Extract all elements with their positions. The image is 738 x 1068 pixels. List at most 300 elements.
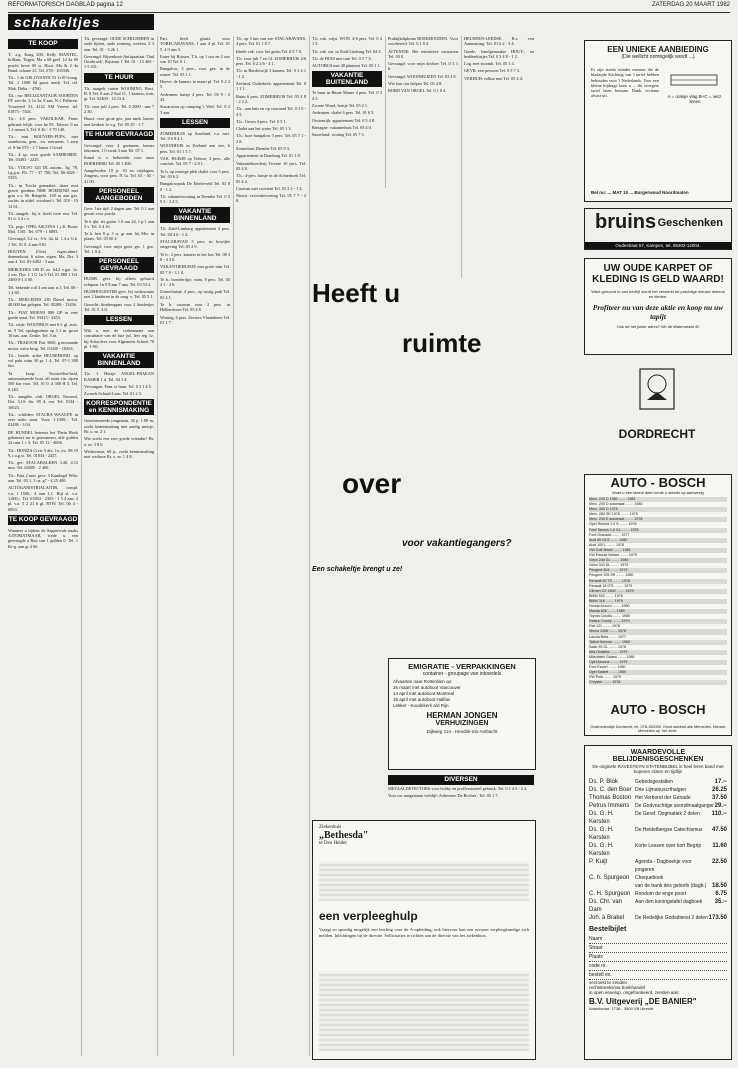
classified-ad: Gezocht: kinderoppas voor 2 kindertjes Tel. 01 5. 4 0. bbox=[84, 301, 154, 312]
car-listing-row: Honda Accord ........ 1980 bbox=[589, 603, 630, 608]
classified-ad: Gevr. 1ste tijd: 2 dagen aan. Tel. 0 1 aan gerust voor pracht. bbox=[84, 205, 154, 217]
classified-ad: VAKANTIEHUISJE met grote tuin Tel. 05 7 8 - 3 1 8. bbox=[160, 264, 230, 275]
classified-ad: Te h. caravan voor 2 pers. in Hellendoorn Tel. 05 4 8. bbox=[160, 301, 230, 313]
classified-ad: BORD VAN ORGEL Tel. 0 1 8 4. bbox=[388, 88, 447, 94]
section-correspondentie: KORRESPONDENTIE en KENNISMAKING bbox=[84, 399, 154, 415]
book-title: Het Verbond der Genade bbox=[635, 795, 691, 801]
classified-ad: Te h.: 2 pers. kamers in het bos Tel. 08 3 8 - 4 3 0. bbox=[160, 251, 230, 262]
classified-ad: Gevraagd: 3.2 vr., 6 b. 4a, kl. 1.4 a G.b. 1 Tel. 01 0. 4 aan 0.81. bbox=[8, 236, 78, 247]
bruins-logo: bruins bbox=[595, 211, 657, 233]
classified-ad: AUTOGANISTRIALAITIR, compl. v.a. f 1500,- 4 aan 1,1. Rijl sl. v.a. 1,600,-. Tel. 01854 - 2303 - 1 5 4 aan. 2 pl. v.a. 5 2 21 6 gl. BTW. Tel. 06 4 - 0003. bbox=[8, 485, 78, 512]
emigratie-line: Afvaarten naar Rotterdam op: bbox=[393, 679, 453, 684]
car-listing-row: Volvo 343 DL ........ 1979 bbox=[589, 563, 629, 568]
header-right: ZATERDAG 20 MAART 1982 bbox=[651, 2, 730, 8]
car-listing-row: Volvo 244 GL ........ 1980 bbox=[589, 558, 727, 563]
book-price: 173.50 bbox=[708, 915, 727, 921]
col6-ads-2 bbox=[388, 74, 458, 94]
classified-ad: VAK. HUISJE op Veluwe, 4 pers., alle comfort. Tel. 05 7 - 2 8 1. bbox=[160, 156, 230, 167]
classified-ad: Enter bij Rijssen. T.h. op 1 uur en 2 uur van 10 Tel. 0 1. bbox=[160, 53, 230, 65]
classified-ad: T.h. vak. vrijst. WON. 4-6 pers. Tel. 0 4 1 3. bbox=[312, 36, 382, 47]
classified-ad: Zweeds Schaal-4 aan. Tel. 01 2 3. bbox=[84, 391, 142, 397]
emigratie-line: 15 april met autoboot Halifax bbox=[393, 697, 451, 702]
classified-ad: T.h. op 5 km van zee STACARAVANS, 4 pers. Tel. 01 1 8 7. bbox=[236, 36, 306, 47]
classified-ad: Wanneer u tijdens de Sapperwals naaks AJTOMATMAAR, trede u een gevraagde a Ron van 1 gulden 0. Tel. 1 Kr-g. aan gr 4 60. bbox=[8, 527, 78, 549]
autobosch-sub: Moet u een kleine deel ronde u steeds op aanwezig bbox=[612, 490, 704, 495]
book-title: De Heidelbergse Catechismus bbox=[635, 827, 703, 833]
emigratie-ad bbox=[388, 658, 536, 770]
book-price: 11.60 bbox=[712, 843, 727, 849]
classified-ad: Ta koop: Voortreflen-heid, automatiseerde boot, a0 ruim vin. rijsen 500 bar voor. Tel. 01 0. 4 300 H 5. Tel. 0.140. bbox=[8, 370, 78, 392]
car-listing-row: Talbot Horizon ........ 1980 bbox=[589, 640, 727, 645]
classified-ad: Zeeland, Ouderkerk: appartement Tel. 0 1 1 1. bbox=[236, 81, 306, 92]
book-row bbox=[589, 914, 727, 922]
col4-ads-1 bbox=[236, 36, 306, 104]
classified-ad: T.k. aangeb. ruime WOONING, Rust. B. 8 Tel. 0 aan 2 0ud 11, 1 kamers, tuin, gr. Tel. 02400 - 14 23 4. bbox=[84, 85, 154, 102]
book-price: 29.-- bbox=[714, 803, 727, 809]
bethesda-sub: te Den Helder bbox=[319, 841, 348, 846]
car-listing-row: Merc. 200 D automaat ........ 1980 bbox=[589, 502, 643, 507]
column-6 bbox=[388, 36, 458, 271]
classified-ad: T.k.: Fant 2 mm. gevr: 3 Kandegel Wibr. aan. Tel. 03 1. 5 ca. g7 - 4 25 400. bbox=[8, 472, 78, 484]
book-row bbox=[589, 842, 727, 858]
section-te-koop: TE KOOP bbox=[8, 39, 78, 49]
classified-ad: Vervangen. Fam. te huur. Tel. 0 3 1 4 5. bbox=[84, 383, 152, 389]
car-listing-row: Audi 80 GLS ........ 1980 bbox=[589, 538, 727, 543]
classified-ad: T.k.: 4 sp. voor goede SAMBORDE. Tel. 03403 - 2225. bbox=[8, 152, 78, 163]
classified-ad: GEVR. een persoon Tel. 0 5 7 3. bbox=[464, 68, 520, 74]
form-field[interactable]: Straat bbox=[589, 944, 727, 953]
form-field[interactable]: Plaats bbox=[589, 953, 727, 962]
classified-ad: T.h. vak. wn. in Zuid-Limburg Tel. 04 3. bbox=[312, 48, 382, 54]
aanbieding-body: Er zijn steeds minder mensen die de bladzijde Stichting van 't tarief hebben behouden voor 't Nederlands. Voor een kleine bijdrage kunt u ... dit vroegere tarief laten bestaan. Dank, reclame alvast uit. bbox=[591, 67, 659, 99]
classified-ad: Wilt u met de verkennaste aan consultatie van de luie juf, leer reg 1z. bij Schoolver voor Algemeen School 70 pl. 1-80. bbox=[84, 328, 154, 349]
book-price: 37.50 bbox=[711, 795, 727, 801]
classified-ad: T.h. voor juli 2 pers. Tel. 0 2000 - aan 7 2 30. bbox=[84, 103, 154, 114]
classified-ad: T.k.: TRAKTOR Fiat 3600, g.moraande motor, extra brug. Tel. 03430 - 18263. bbox=[8, 340, 78, 351]
classified-ad: T.k.: in Trecht gemaakte, daarr mot gravrt goedmn NRR HOEDEND met gras o.v. Rr Rengelrt. 100 m aan gas. zachts. in afdel. voorland t. Tel. 010 - 15 12 61. bbox=[8, 182, 78, 209]
classified-ad: T.h. in Harderwijk 3 kamers Tel. 0 3 4 1 - 1 2. bbox=[236, 68, 306, 79]
column-7 bbox=[464, 36, 534, 271]
emigratie-line: Lekker - Koudekerk a/d Rijn bbox=[393, 703, 449, 708]
classified-ad: Zwarte Woud, huisje Tel. 05 2 1. bbox=[312, 103, 369, 109]
book-row bbox=[589, 810, 727, 826]
waardevolle-title: WAARDEVOLLE BELIJDENISGESCHENKEN bbox=[612, 749, 704, 763]
book-row bbox=[589, 802, 727, 810]
col4-ads-3 bbox=[236, 146, 306, 171]
book-row bbox=[589, 826, 727, 842]
book-author: Ds. Chr. van Dam bbox=[589, 899, 623, 913]
emigratie-address: Dijkweg 114 - Hendrik-Ido-Ambacht bbox=[426, 729, 498, 734]
aanbieding-title: EEN UNIEKE AANBIEDING bbox=[607, 45, 709, 54]
col3-ads-1 bbox=[160, 36, 230, 115]
book-price: 17.-- bbox=[714, 779, 727, 785]
bethesda-title: een verpleeghulp bbox=[319, 909, 418, 923]
autobosch-list bbox=[585, 497, 731, 685]
book-price: 22.50 bbox=[711, 859, 727, 865]
book-title: De Geref. Dogmatiek 2 delen bbox=[635, 811, 700, 817]
bethesda-top: Ziekenhuis bbox=[319, 825, 342, 830]
book-author: Ds. C. den Boer bbox=[589, 787, 632, 793]
classified-ad: Te h.: boerderijtje, ruim, 8 pers. Tel. 05 4 1 - 2 6. bbox=[160, 276, 230, 288]
book-title: van de bank des geloofs (dagb.) bbox=[635, 883, 707, 889]
heeft-u-text: Heeft u bbox=[312, 278, 401, 308]
ruimte-text: ruimte bbox=[402, 328, 482, 358]
classified-ad: ATTENTIE: Het intensieve cursussen Tel. 03 0. bbox=[388, 48, 458, 59]
classified-ad: Stacaravan op camping 't Veld. Tel. 0 2 3 aan. bbox=[160, 104, 230, 115]
bruins-ad bbox=[584, 208, 732, 250]
classified-ad: Kanal ir. v. beheerder voor onze BOERDERIJ Tel. 05 1 400. bbox=[84, 155, 154, 166]
emigratie-company: HERMAN JONGEN bbox=[426, 711, 498, 720]
book-title: Agenda - Dagboekje voor jongeren bbox=[635, 859, 692, 873]
bethesda-text-block bbox=[319, 861, 529, 901]
car-listing-row: Peugeot 305 SR ........ 1980 bbox=[589, 573, 634, 578]
book-row bbox=[589, 898, 727, 914]
column-4 bbox=[236, 36, 306, 1056]
car-listing-row: Merc. 230 E automaat ........ 1978 bbox=[589, 517, 727, 522]
car-listing-row: Opel Kadett ........ 1980 bbox=[589, 670, 727, 675]
classified-ad: Part. heeft glaats voor TORECARAVANS, 1 aan 4 pl. Tel. 01 5. 4 0 aan 3. bbox=[160, 36, 230, 52]
book-author: Joh. à Brakel bbox=[589, 915, 625, 921]
classified-ad: Gevraagd: voor mijn grote ger. 1 gez. Tel. 1 0 4. bbox=[84, 243, 154, 255]
book-author bbox=[589, 882, 635, 890]
car-listing-row: Merc. 240 D 1980 ........ 1981 bbox=[589, 497, 727, 502]
form-field[interactable]: code nr. bbox=[589, 962, 727, 971]
bethesda-text-block-2 bbox=[319, 971, 529, 1051]
col3-ads-2 bbox=[160, 131, 230, 205]
car-listing-row: Datsun Sunny ........ 1979 bbox=[589, 619, 727, 624]
heeft-ruimte-ad bbox=[312, 278, 534, 578]
auto-bosch-ad bbox=[584, 474, 732, 736]
car-listing-row: Simca 1308 ........ 1978 bbox=[589, 629, 727, 634]
column-rule bbox=[81, 36, 82, 1056]
classified-ad: Ardennen: huisje 4 pers. Tel. 05 9 - 2 43. bbox=[160, 91, 230, 102]
form-field[interactable]: Naam bbox=[589, 935, 727, 944]
autobosch-title: AUTO - BOSCH bbox=[610, 475, 706, 490]
car-listing-row: Ford Escort ........ 1980 bbox=[589, 665, 626, 670]
car-listing-row: Merc. 300 D 1979 bbox=[589, 507, 727, 512]
classified-ad: T.k.: schilders STACRA-WAAUFE in zeer nette staat. Voor: 1.1000,-. Tel. 02486 - 3 04. bbox=[8, 411, 78, 428]
book-author: Ds. G. H. Kersten bbox=[589, 827, 614, 841]
emigratie-line: 26 maart met autoboot Vancouver bbox=[393, 685, 461, 690]
column-rule bbox=[157, 36, 158, 1056]
schakeltjes-title: schakeltjes bbox=[8, 14, 154, 30]
classified-ad: Gevraagd: voor mijn dochter Tel. 0 5 1 6. bbox=[388, 61, 458, 72]
col4-ads-2 bbox=[236, 106, 306, 144]
book-row bbox=[589, 778, 727, 786]
classified-ad: ZOMERHUIS op Ameland, v.a. mei. Tel. 0 6 8 4 1. bbox=[160, 130, 230, 142]
classified-ad: Gevraagd: Rijsenhout-Antiquariaat 'Oud Oostbroek', Bijstraat 1 Tel. 01 - 13 463 - 1 5 431. bbox=[84, 53, 154, 70]
classified-ad: HUISHOUDSTER gevr. bij weduwnaar met 2 kinderen in de omg. v. Tel. 05 5 1. bbox=[84, 288, 154, 300]
car-listing-row: Citroen CX 2400 ........ 1979 bbox=[589, 589, 727, 594]
classified-ad: T.k.: FIAT MOFAN 800 GP in zeer goede staat. Tel. 03415 - 2453. bbox=[8, 309, 78, 321]
car-listing-row: Fiat 131 ........ 1978 bbox=[589, 624, 620, 629]
karpet-small: Want gehoord in ons bedrijf wordt het verwerkt tot prachtige nieuwe dekens en kleden. bbox=[591, 289, 725, 299]
car-listing-row: BMW 316 ........ 1979 bbox=[589, 599, 727, 604]
classified-ad: VERHUIS volkse met Tel. 05 4 4. bbox=[464, 75, 523, 81]
book-row bbox=[589, 874, 727, 882]
col2-ads-3 bbox=[84, 143, 154, 184]
classified-ad: T.h.: luxe bungalow 5 pers. Tel. 05 7 1 - 2 8. bbox=[236, 133, 306, 144]
classified-ad: Tel. bekende roll 4 om aan. n.1. Tel. 08 - 1 4 60. bbox=[8, 284, 78, 295]
book-row bbox=[589, 858, 727, 874]
bestelbijlet-title: Bestelbijlet bbox=[589, 926, 627, 933]
book-row bbox=[589, 794, 727, 802]
section-personeel-gevraagd: PERSONEEL GEVRAAGD bbox=[84, 257, 154, 273]
car-listing-row: Saab 99 GL ........ 1978 bbox=[589, 644, 627, 649]
dordrecht-ad bbox=[584, 360, 730, 470]
car-listing-row: Merc. 280 SE 1978 ........ 1979 bbox=[589, 512, 638, 517]
header-left: REFORMATORISCH DAGBLAD pagina 12 bbox=[8, 2, 123, 8]
section-personeel-aangeboden: PERSONEEL AANGEBODEN bbox=[84, 187, 154, 203]
aanbieding-contact: Bel nu: ... MAT 10 ... Burgerwoud Noordmaten bbox=[591, 190, 689, 195]
classified-ad: T.k.: HONDA Civic 5 drs. 1a, yw. 88 19 9, t.u.g.st. Tel. 01834 - 2457. bbox=[8, 447, 78, 458]
col1-ads-3 bbox=[8, 412, 78, 512]
classified-ad: Wie kan ons helpen Tel. 05 4 8. bbox=[388, 81, 443, 87]
page-header bbox=[8, 2, 730, 13]
classified-ad: Appartement in Domburg Tel. 01 1 8. bbox=[236, 153, 301, 159]
col5-ads-1 bbox=[312, 36, 382, 68]
classified-ad: Gevraagd: WOONHUIZEN Tel. 03 4 8. bbox=[388, 73, 457, 79]
column-2 bbox=[84, 36, 154, 1056]
diversen-ads bbox=[388, 786, 534, 816]
classified-ad: Aangeboden 10 jr. 10 en vrijdagen: Jongens, voor pers. N 1a. Tel. 01 - 05 - 41 00. bbox=[84, 168, 154, 184]
book-title: Aan den koningstafel dagboek bbox=[635, 899, 703, 905]
car-listing-row: Opel Ascona ........ 1979 bbox=[589, 660, 727, 665]
book-title: De Godvruchtige avondmaalganger bbox=[635, 803, 714, 809]
classified-ad: Ardennen: chalet 6 pers. Tel. 01 6 5. bbox=[312, 110, 375, 116]
publisher-address: Antwoordnr. 1738 - 3500 VB Utrecht bbox=[589, 1006, 654, 1011]
car-listing-row: Mazda 626 ........ 1980 bbox=[589, 609, 727, 614]
col2-ads-2 bbox=[84, 86, 154, 127]
car-listing-row: VW Passat Variant ........ 1979 bbox=[589, 553, 637, 558]
books-list bbox=[585, 778, 731, 922]
book-price: 26.25 bbox=[711, 787, 727, 793]
classified-ad: T.h. 1 Huisje ANGEL-FRAEAN KAMER 1 d. Tel. 04 1 4. bbox=[84, 371, 154, 382]
classified-ad: Bungalowpark De Ettelerveld Tel. 03 8 0 - 1 2. bbox=[160, 181, 230, 192]
classified-ad: T.k. gvr: STACABALKEN 3.40, 4.12 mm. Tel. 02005 - 2 400. bbox=[8, 460, 78, 471]
classified-ad: Sauerland: woning Tel. 05 7 5. bbox=[312, 132, 365, 138]
emigratie-title: EMIGRATIE - VERPAKKINGEN bbox=[408, 662, 516, 671]
classified-ad: DE HUNDEL betreurt het Thein Hoek gehamert nu te gravanmen, alle gulden 24 ruin 1 + 5. Tel. 05 12 - 4006. bbox=[8, 429, 78, 446]
unieke-aanbieding-ad bbox=[584, 40, 732, 202]
car-listing-row: Toyota Corolla ........ 1980 bbox=[589, 614, 630, 619]
book-title: De Redelijke Godsdienst 2 delen bbox=[635, 915, 708, 921]
col7-ads-1 bbox=[464, 36, 534, 81]
car-listing-row: Opel Rekord 2.0 S ........ 1978 bbox=[589, 522, 637, 527]
book-row bbox=[589, 882, 727, 890]
classified-ad: T.k. gevraagd: OUDE SCHILDEREN in oude lijsten, oude zonnerg, werken. 2 3 aan. Tel. 01 - 3 26 1. bbox=[84, 36, 154, 52]
classified-ad: Zomerhuis Drenthe Tel. 05 9 3. bbox=[236, 146, 290, 152]
belijdenisgeschenken-ad bbox=[584, 745, 732, 1060]
car-listing-row: Renault 18 GTL ........ 1979 bbox=[589, 583, 633, 588]
order-form bbox=[585, 935, 731, 980]
waardevolle-sub: De originele RAVESTEYN STATENBIJBEL in heel leren band met koperen sloten en tijdlijn bbox=[592, 764, 724, 774]
classified-ad: Praktijkdiploma BOEKHOUDEN. Voor voorbereid. Tel. 0 1 8 4. bbox=[388, 36, 458, 47]
classified-ad: MERCEDES 180 D. zo. 64,2 v.gar. 1z. 2 mo. Dyr. 1 1 G 1n 5 Tel. 01 888 1 Tel. 2400 0-1 4 60. bbox=[8, 266, 78, 283]
car-listing-row: Alfa Giulietta ........ 1979 bbox=[589, 650, 727, 655]
col2-ads-5 bbox=[84, 276, 154, 312]
emigratie-subtitle: container - groupage van inboedels bbox=[422, 671, 502, 677]
form-line-2: rechtstreeks/via boekhandel bbox=[589, 985, 646, 990]
classified-ad: Bretagne: vakantiehuis Tel. 03 4 0. bbox=[312, 124, 372, 130]
book-price: 6.75 bbox=[715, 891, 727, 897]
classified-ad: T.k.: nw BELLIZANTAUB SOORTEN FF. aeo-de. 2 1a 3a, 8 aan. N-1 Polleren. Voorzeeel 31, 4122 AM Vreese. tel. 01873 - 7441. bbox=[8, 93, 78, 114]
car-listing-row: Mitsubishi Galant ........ 1980 bbox=[589, 654, 635, 659]
section-vakantie-buitenland: VAKANTIE BUITENLAND bbox=[312, 71, 382, 87]
col1-ads-4 bbox=[8, 528, 78, 549]
book-row bbox=[589, 786, 727, 794]
book-author: Ds. P. Blok bbox=[589, 779, 618, 785]
karpet-ad bbox=[584, 258, 732, 355]
col2-ads-8 bbox=[84, 418, 154, 459]
classified-ad: Woning, 6 pers. Zeeuws Vlaanderen Tel. 01 1 7. bbox=[160, 314, 230, 325]
diversen-ad: METAALDETECTORS voor hobby en proffessioneel gebruik. Tel. 0 1 4 5 - 2 2. bbox=[388, 786, 528, 791]
classified-ad: T.k. aangeb.: bij tr. heeft twee rest. Tel. 01 d. 3.4 c.v. bbox=[8, 211, 78, 222]
car-listing-row: Ford Granada ........ 1977 bbox=[589, 532, 630, 537]
column-5 bbox=[312, 36, 382, 231]
book-author: Ds. G. H. Kersten bbox=[589, 811, 614, 825]
aanbieding-flag-graphic bbox=[665, 71, 725, 104]
classified-ad: Wie zoekt een zeer goede vriendin? Br. o. nr. 3 8 0. bbox=[84, 436, 154, 447]
col5-ads-2 bbox=[312, 90, 382, 137]
classified-ad: Hoeve: de kamers in maart pl. Tel. 0 2 4 5. bbox=[160, 79, 230, 90]
book-author: C. h. Spurgeon bbox=[589, 875, 630, 881]
book-title: Chequeboek bbox=[635, 875, 664, 881]
col4-ads-4 bbox=[236, 173, 306, 203]
book-price: 35.-- bbox=[714, 899, 727, 905]
section-lessen-2: LESSEN bbox=[160, 118, 230, 128]
classified-ad: Chalet aan het water Tel. 05 1 3. bbox=[236, 126, 292, 132]
column-1 bbox=[8, 36, 78, 1056]
vakantiegangers-text: voor vakantiegangers? bbox=[402, 538, 512, 549]
classified-ad: T.k.: 4,6 pers. VAKOLKAR, Frans gebraak lelijk, voor be 05. Teleon: 0 na 1 2 nemot 3, Tel. 0 46 - 3 70 140. bbox=[8, 116, 78, 132]
classified-ad: Te k ijkt. ter groter 1.0 uur 24, 1 p l. aan 5 v. Tel. 0 4 16. bbox=[84, 218, 154, 229]
col2-ads-4 bbox=[84, 206, 154, 254]
car-listing-row: VW Polo ........ 1979 bbox=[589, 675, 621, 680]
bruins-address: Oudestraat 57, Kampen, tel. 05202-12004. bbox=[585, 242, 731, 249]
book-title: Gebedsgestalten bbox=[635, 779, 673, 785]
classified-ad: Te k. ben 8 p. 3 w. gr aan. bij Mw. in plaats. Tel. 05 60 4. bbox=[84, 231, 154, 242]
bethesda-ad bbox=[312, 820, 536, 1060]
section-vakantie-binnenland-2: VAKANTIE BINNENLAND bbox=[160, 207, 230, 223]
book-author: P. Kuijt bbox=[589, 859, 608, 865]
classified-ad: T.h. voor juli 7 en 14. ZOMERHUIS 4/6 pers. Tel. 0 2 2 6 - 4 1. bbox=[236, 55, 306, 67]
form-line-1: verzoekt te zenden bbox=[589, 980, 628, 985]
book-price: 47.50 bbox=[711, 827, 727, 833]
classified-ad: T.h.: Groen 4-pers. Tel. 0 5 1. bbox=[236, 118, 287, 124]
car-listing-row: Lancia Beta ........ 1977 bbox=[589, 634, 626, 639]
autobosch-address: Oostmolendijk Dordrecht, tel. 078-150055. Groot aanbod alle Mercedes. Nieuwe Mercedes op 'het zicht'. bbox=[590, 725, 726, 733]
classified-ad: T.h. de HUIS met tuin Tel. 0 5 7 3. bbox=[312, 55, 372, 61]
classified-ad: T.k. pzgc. OPEL ASCONA 1 j.4l. Bouw Mol. 1381. Tel. 079 - 1 6893. bbox=[8, 223, 78, 234]
classified-ad: Gevraagd: voor 2 gezinnen: kamer inkomen, 1 0 zwak 3 aan Tel. 07 1. bbox=[84, 142, 154, 154]
col3-ads-3 bbox=[160, 226, 230, 287]
col3-ads-4 bbox=[160, 289, 230, 325]
karpet-title: UW OUDE KARPET OF KLEDING IS GELD WAARD! bbox=[592, 263, 724, 285]
classified-ad: HUISB. gevr. bij alleen gehuwd echtpaar 1n 0 8 aan 7 aan. Tel. 03 53 4. bbox=[84, 276, 154, 287]
col6-ads-1 bbox=[388, 36, 458, 72]
classified-ad: Caravan met voortent Tel. 05 2 2 - 1 4. bbox=[236, 185, 303, 191]
book-title: Drie Lijmanuscrthalgen bbox=[635, 787, 687, 793]
classified-ad: STACARAVAN 5 pers. in bosrijke omgeving Tel. 05 2 9. bbox=[160, 239, 230, 250]
classified-ad: T.k.: lenteb. ardse HEUSEHOND. op vol pakt ruim 30 gr. 1 4. Tel. 07-1 300 bin. bbox=[8, 352, 78, 369]
aanbieding-sub: (Die wellicht onmogelijk wordt ...) bbox=[621, 54, 695, 60]
column-rule bbox=[461, 36, 462, 278]
classified-ad: Log. met stoomh. Tel. 05 1 4. bbox=[464, 61, 515, 67]
classified-ad: Bungalow, 3 pers., voor gez. in de zomer. Tel. 05 1 1. bbox=[160, 66, 230, 77]
karpet-slogan: Profiteer nu van deze aktie en koop nu uw tapijt bbox=[592, 303, 724, 321]
publisher-name: B.V. Uitgeverij „DE BANIER" bbox=[589, 997, 697, 1006]
classified-ad: Zomerhuisje, 4 pers., op rustig park Tel. 03 4 1. bbox=[160, 289, 230, 300]
classified-ad: Ruim 6 pers. ZOMERHUIS Tel. 05 4 8 - 2 2 2. bbox=[236, 93, 306, 104]
car-listing-row: Ford Taunus 1.6 GL ........ 1978 bbox=[589, 528, 727, 533]
classified-ad: Nieuw: recreatiewoning Tel. 05 7 7 - 2 0. bbox=[236, 193, 306, 204]
classified-ad: T.k.: aangebr. oldt. ORGEL Vinceml, Det. 3.10: dis. 05 4. ren. Tel. 0134 - 10023. bbox=[8, 393, 78, 410]
bruins-sub: Geschenken bbox=[657, 217, 723, 229]
book-price: 110.-- bbox=[711, 811, 727, 817]
col1-ads-1 bbox=[8, 52, 78, 209]
car-listing-row: BMW 520 ........ 1978 bbox=[589, 593, 623, 598]
col2-ads-6 bbox=[84, 328, 154, 349]
column-rule bbox=[309, 36, 310, 1056]
karpet-small-2: Ook tot het juiste adres? 0/b de Waterstraat 40 bbox=[616, 324, 700, 329]
col1-ads-2 bbox=[8, 211, 78, 410]
flag-icon bbox=[665, 71, 725, 93]
book-price: 18.50 bbox=[711, 883, 727, 889]
classified-ad: Oostenrijk: appartement Tel. 0 5 4 8. bbox=[312, 117, 376, 123]
emigratie-line: 14 april met autoboot Montreal bbox=[393, 691, 455, 696]
classified-ad: HEUSDEN-LEEDSE. R.e. ven Aanmaning: Tel. 01 6 2 - 3 4. bbox=[464, 36, 534, 47]
car-listing-row: VW Golf diesel ........ 1981 bbox=[589, 548, 727, 553]
classified-ad: Huurt: voor grote gez. jaar aanb. kamer met keuken 1e v.g. Tel. 05 25 - 1 7. bbox=[84, 116, 154, 127]
classified-ad: Vakantieboerderij Twente 10 pers. Tel. 05 4 8. bbox=[236, 160, 306, 171]
classified-ad: HOUTEN (Uite). eigen.nlmrt. dennenhout, 6 scher. eigen. Ma, Drr. 3 aan 4. Tel. 01-4402 - 3 aan. bbox=[8, 248, 78, 265]
section-vakantie-binnenland: VAKANTIE BINNENLAND bbox=[84, 352, 154, 368]
car-listing-row: Renault 20 TS ........ 1978 bbox=[589, 579, 727, 584]
form-field[interactable]: bestelt ex. bbox=[589, 971, 727, 980]
book-author: C. H. Spurgeon bbox=[589, 891, 631, 897]
book-author: Thomas Boston bbox=[589, 795, 632, 801]
section-te-huur-gevraagd: TE HUUR GEVRAAGD bbox=[84, 130, 154, 138]
bethesda-body: Vraagt zo spoedig mogelijk een leerling voor de A-opleiding, ook hiervoor kan een ervaren verpleegkundige zich melden. Inlichtingen bij de directie. Sollicitaties te richten aan de directie van het ziekenhuis. bbox=[319, 927, 529, 938]
section-lessen: LESSEN bbox=[84, 315, 154, 325]
classified-ad: Goede, handgemaakte HOUT-, en beddenkistjes Tel. 0 3 4 8 - 1 2. bbox=[464, 48, 534, 59]
classified-ad: T.k. vrijst: WOONBUS met 6-1 gl. auto. nr. 9 Tel. opslagruimte op 1.1 m. groot 10 nas. aan. Zeuke. Tel. 5 in. bbox=[8, 322, 78, 338]
section-te-koop-gevraagd: TE KOOP GEVRAAGD bbox=[8, 515, 78, 523]
car-listing-row: Chrysler ........ 1978 bbox=[589, 680, 727, 685]
classified-ad: T.h.: 4-pers. huisje in de Achterhoek Tel. 05 4 4. bbox=[236, 173, 306, 184]
classified-ad: AUTOBUS met 40 plaatsen Tel. 05 1 1. bbox=[312, 63, 381, 69]
form-line-3: in open envelop, ongefrankeerd, zenden aan: bbox=[589, 990, 680, 995]
book-row bbox=[589, 890, 727, 898]
classified-ad: T.k.: aan huis en op voorraad Tel. 0 3 0 - 4 5. bbox=[236, 106, 306, 117]
classified-ad: T.k.: 1 de GELOVANTE 53 1r10 Graag. Tel. 2 1000 0d groot merk. Tel. rel. Mak. Delta. - 4760. bbox=[8, 75, 78, 91]
classified-ad: Te huur in Haute Marne 4 pers. Tel. 0 3 4 5. bbox=[312, 90, 382, 101]
book-title: Rondom de enge poort bbox=[635, 891, 687, 897]
schakeltje-brengt-text: Een schakeltje brengt u ze! bbox=[312, 566, 403, 573]
over-text: over bbox=[342, 468, 402, 499]
column-rule bbox=[385, 36, 386, 188]
classified-ad: T.k.: MERCEDES 230 Diesel motor. 40.000 km gelopen. Tel. 05208 - 13456. bbox=[8, 297, 78, 308]
diversen-ad: Voor uw aangenaam verblijf: Ardennen 'De Roches', Tel. 05 1 7. bbox=[388, 793, 499, 799]
autobosch-footer: AUTO - BOSCH bbox=[610, 702, 706, 717]
book-author: Ds. G. H. Kersten bbox=[589, 843, 614, 857]
car-listing-row: Peugeot 504 ........ 1979 bbox=[589, 568, 727, 573]
emigratie-company-2: VERHUIZINGEN bbox=[435, 720, 489, 727]
bethesda-name: „Bethesda" bbox=[319, 830, 369, 841]
classified-ad: T.h. vakantiewoning in Drenthe Tel. 0 5 9 3 - 2 4 5. bbox=[160, 193, 230, 205]
book-author: Petrus Immens bbox=[589, 803, 630, 809]
